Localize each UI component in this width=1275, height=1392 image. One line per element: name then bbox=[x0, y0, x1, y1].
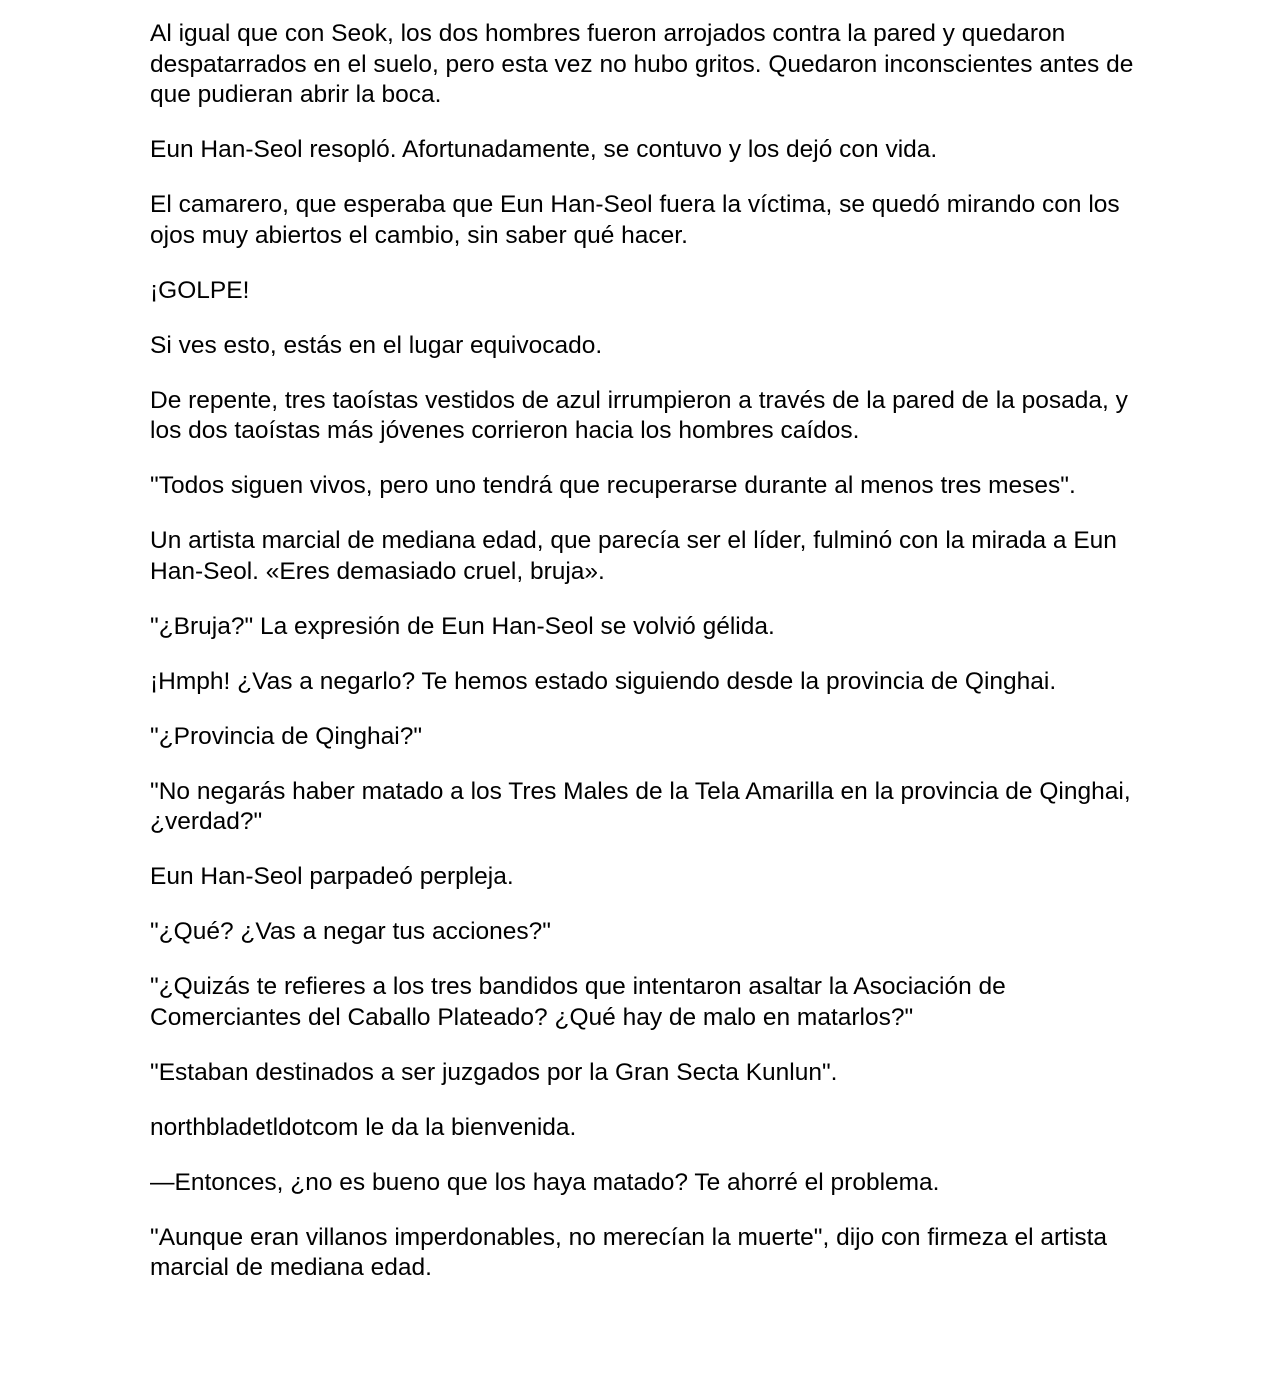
paragraph: "¿Provincia de Qinghai?" bbox=[150, 722, 423, 750]
paragraph: "¿Quizás te refieres a los tres bandidos que intentaron asaltar la Asociación de Comerciantes del Caballo Plateado? ¿Qué hay de malo en matarlos?" bbox=[150, 973, 1006, 1031]
paragraph: Un artista marcial de mediana edad, que parecía ser el líder, fulminó con la mirada a Eun Han-Seol. «Eres demasiado cruel, bruja». bbox=[150, 527, 1117, 585]
document-page bbox=[150, 19, 1140, 1308]
paragraph: Si ves esto, estás en el lugar equivocado. bbox=[150, 331, 603, 359]
paragraph: Al igual que con Seok, los dos hombres fueron arrojados contra la pared y quedaron despatarrados en el suelo, pero esta vez no hubo gritos. Quedaron inconscientes antes de que pudieran abrir la boca. bbox=[150, 20, 1134, 108]
paragraph: "Todos siguen vivos, pero uno tendrá que recuperarse durante al menos tres meses". bbox=[150, 472, 1076, 499]
paragraph: De repente, tres taoístas vestidos de azul irrumpieron a través de la pared de la posada, y los dos taoístas más jóvenes corrieron hacia los hombres caídos. bbox=[150, 386, 1128, 444]
paragraph: El camarero, que esperaba que Eun Han-Seol fuera la víctima, se quedó mirando con los ojos muy abiertos el cambio, sin saber qué hacer. bbox=[150, 191, 1120, 249]
paragraph: ¡GOLPE! bbox=[150, 276, 250, 304]
paragraph: "¿Bruja?" La expresión de Eun Han-Seol se volvió gélida. bbox=[150, 612, 775, 640]
paragraph: "No negarás haber matado a los Tres Males de la Tela Amarilla en la provincia de Qinghai, ¿verdad?" bbox=[150, 777, 1131, 835]
paragraph: "¿Qué? ¿Vas a negar tus acciones?" bbox=[150, 918, 551, 945]
paragraph: Eun Han-Seol parpadeó perpleja. bbox=[150, 863, 514, 890]
paragraph: ¡Hmph! ¿Vas a negarlo? Te hemos estado siguiendo desde la provincia de Qinghai. bbox=[150, 667, 1057, 695]
paragraph: —Entonces, ¿no es bueno que los haya matado? Te ahorré el problema. bbox=[150, 1168, 940, 1196]
paragraph: northbladetldotcom le da la bienvenida. bbox=[150, 1113, 577, 1141]
paragraph: "Estaban destinados a ser juzgados por la Gran Secta Kunlun". bbox=[150, 1058, 838, 1086]
paragraph: Eun Han-Seol resopló. Afortunadamente, se contuvo y los dejó con vida. bbox=[150, 136, 938, 163]
paragraph: "Aunque eran villanos imperdonables, no merecían la muerte", dijo con firmeza el artista marcial de mediana edad. bbox=[150, 1223, 1108, 1281]
